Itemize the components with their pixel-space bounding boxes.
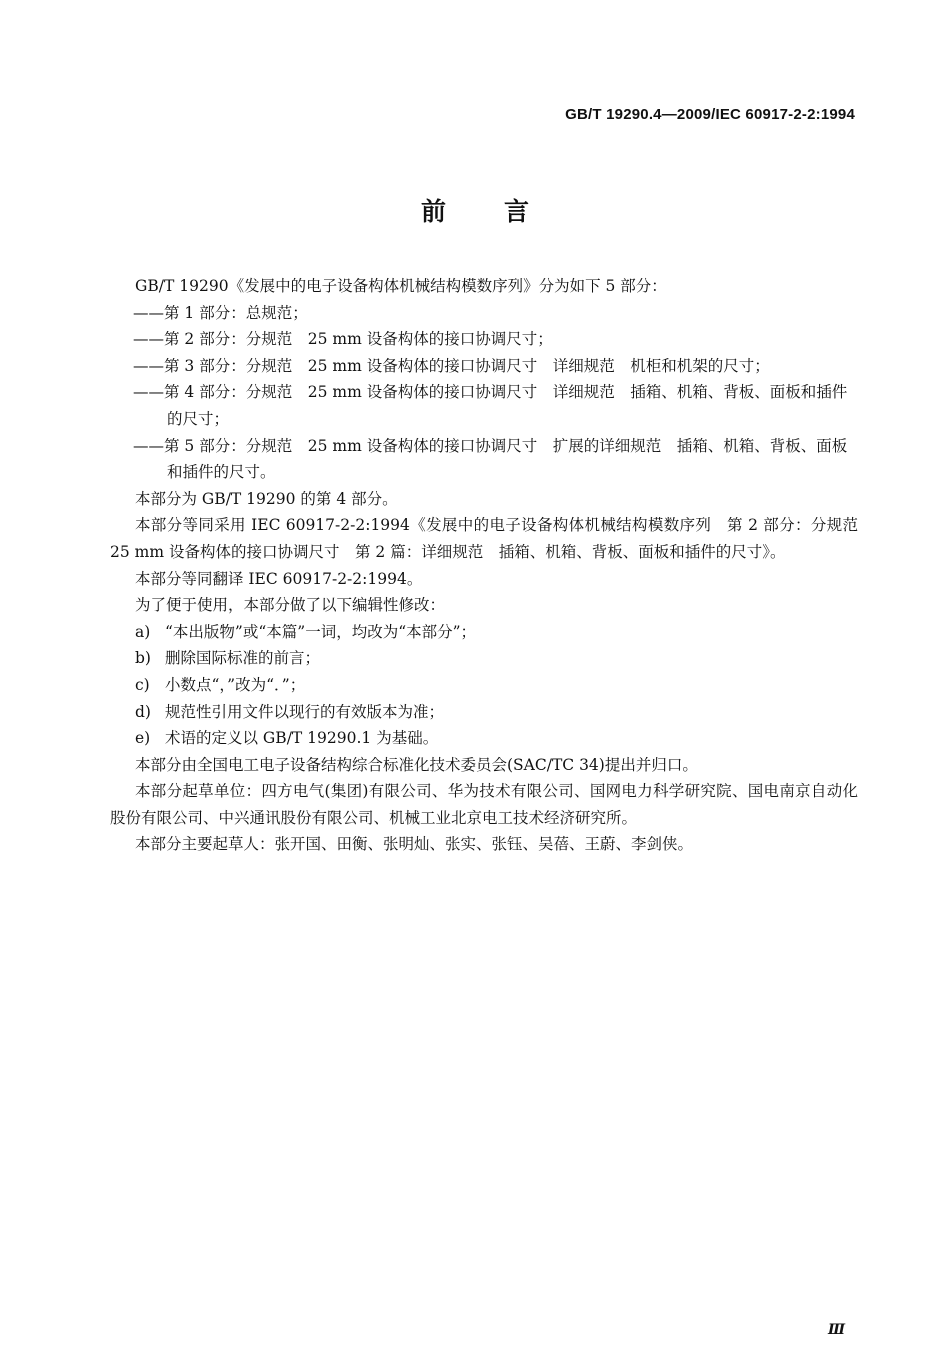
drafting-units: 本部分起草单位：四方电气(集团)有限公司、华为技术有限公司、国网电力科学研究院、国电南京自动化股份有限公司、中兴通讯股份有限公司、机械工业北京电工技术经济研究所。 (110, 782, 858, 827)
edit-item (110, 699, 858, 726)
edit-item (110, 672, 858, 699)
intro-paragraph: GB/T 19290《发展中的电子设备构体机械结构模数序列》分为如下 5 部分： (135, 277, 667, 295)
standard-code: GB/T 19290.4—2009/IEC 60917-2-2:1994 (565, 106, 855, 123)
part-list-item: ——第 2 部分：分规范 25 mm 设备构体的接口协调尺寸； (133, 330, 553, 349)
edit-item-mark: e) (135, 729, 151, 748)
part-list-item: ——第 1 部分：总规范； (133, 303, 308, 322)
proposer-statement: 本部分由全国电工电子设备结构综合标准化技术委员会(SAC/TC 34)提出并归口。 (135, 755, 698, 774)
edit-item-text: 术语的定义以 GB/T 19290.1 为基础。 (165, 729, 439, 748)
part-list-item: ——第 4 部分：分规范 25 mm 设备构体的接口协调尺寸 详细规范 插箱、机箱、背板、面板和插件的尺寸； (133, 383, 848, 428)
edit-item (110, 619, 858, 646)
part-statement: 本部分为 GB/T 19290 的第 4 部分。 (135, 489, 398, 508)
edit-item-text: 小数点“，”改为“．”； (165, 675, 306, 694)
part-list-item: ——第 5 部分：分规范 25 mm 设备构体的接口协调尺寸 扩展的详细规范 插箱、机箱、背板、面板和插件的尺寸。 (133, 436, 848, 482)
translation-statement: 本部分等同翻译 IEC 60917-2-2:1994。 (135, 569, 423, 588)
page-title: 前言 (420, 197, 587, 226)
adoption-statement: 本部分等同采用 IEC 60917-2-2:1994《发展中的电子设备构体机械结构模数序列 第 2 部分：分规范 25 mm 设备构体的接口协调尺寸 第 2 篇：详细规范 插箱、机箱、背板、面板和插件的尺寸》。 (110, 516, 874, 561)
edit-item (110, 645, 858, 672)
edit-item-text: 规范性引用文件以现行的有效版本为准； (165, 702, 445, 721)
document-body (110, 273, 874, 858)
drafters: 本部分主要起草人：张开国、田衡、张明灿、张实、张钰、吴蓓、王蔚、李剑侠。 (135, 835, 694, 854)
edit-item-mark: c) (135, 675, 150, 694)
edit-item-mark: d) (135, 702, 151, 721)
edits-intro: 为了便于使用，本部分做了以下编辑性修改： (135, 596, 446, 615)
edit-item-mark: a) (135, 622, 151, 641)
page-number: Ⅲ (827, 1322, 845, 1338)
edit-item-text: “本出版物”或“本篇”一词，均改为“本部分”； (165, 622, 477, 641)
edit-item-mark: b) (135, 649, 151, 668)
edit-item-text: 删除国际标准的前言； (165, 649, 321, 668)
part-list-item: ——第 3 部分：分规范 25 mm 设备构体的接口协调尺寸 详细规范 机柜和机架的尺寸； (133, 356, 770, 375)
edit-item (110, 725, 858, 752)
